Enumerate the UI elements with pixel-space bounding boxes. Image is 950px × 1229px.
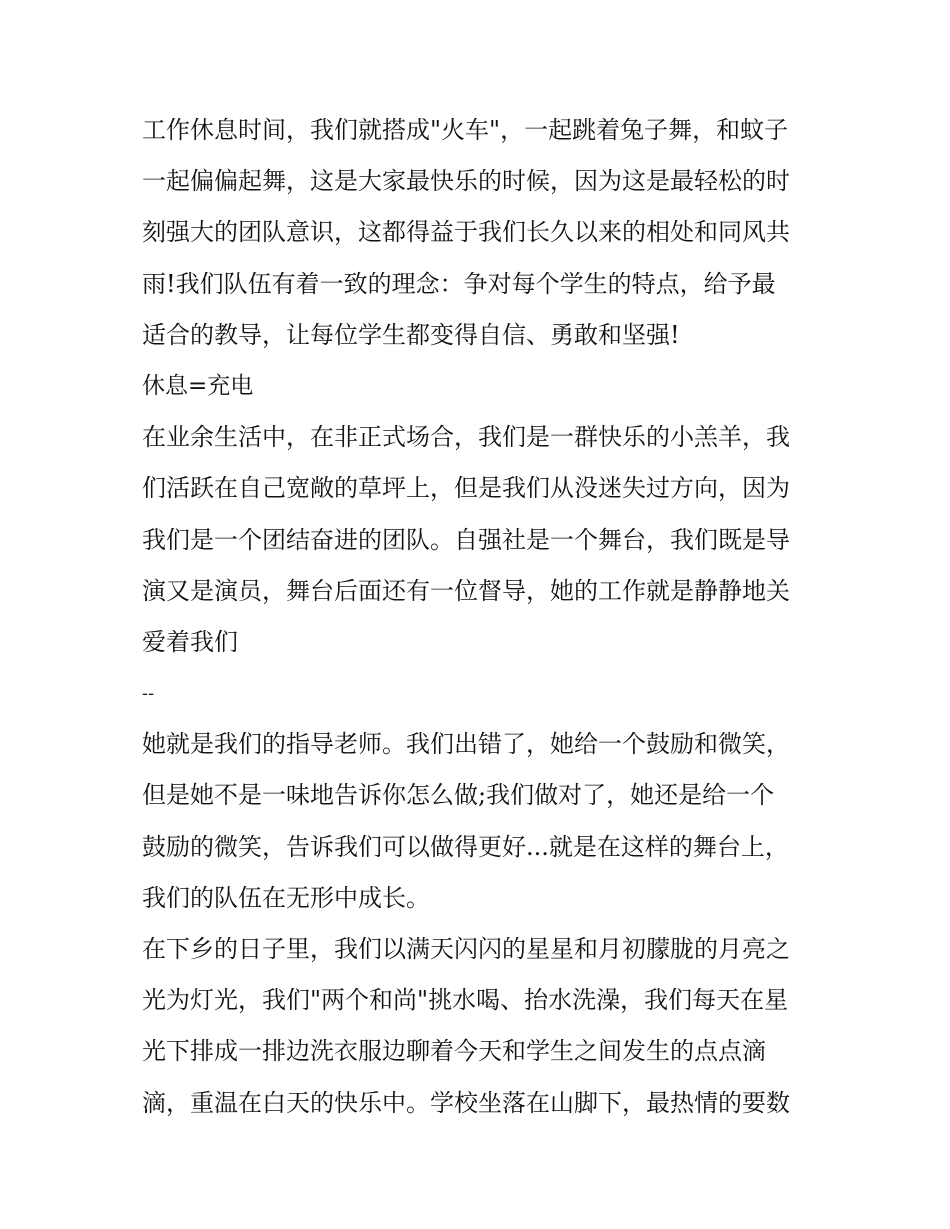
- section-heading: 休息=充电: [142, 372, 254, 399]
- text-line: 工作休息时间，我们就搭成"火车"，一起跳着兔子舞，和蚊子: [142, 116, 789, 144]
- text-line: 滴，重温在白天的快乐中。学校坐落在山脚下，最热情的要数: [142, 1088, 790, 1117]
- text-line: 我们是一个团结奋进的团队。自强社是一个舞台，我们既是导: [142, 525, 790, 554]
- text-line: 但是她不是一味地告诉你怎么做;我们做对了，她还是给一个: [142, 781, 775, 810]
- text-line: 爱着我们: [142, 627, 238, 656]
- text-line: 演又是演员，舞台后面还有一位督导，她的工作就是静静地关: [142, 576, 790, 605]
- text-line: 她就是我们的指导老师。我们出错了，她给一个鼓励和微笑，: [142, 730, 790, 759]
- separator-text: --: [142, 683, 155, 705]
- text-line: 光为灯光，我们"两个和尚"挑水喝、抬水洗澡，我们每天在星: [142, 986, 789, 1015]
- text-line: 一起偏偏起舞，这是大家最快乐的时候，因为这是最轻松的时: [142, 167, 790, 196]
- text-line: 适合的教导，让每位学生都变得自信、勇敢和坚强!: [142, 320, 680, 349]
- text-line: 刻强大的团队意识，这都得益于我们长久以来的相处和同风共: [142, 218, 790, 247]
- text-line: 在下乡的日子里，我们以满天闪闪的星星和月初朦胧的月亮之: [142, 935, 790, 963]
- text-line: 们活跃在自己宽敞的草坪上，但是我们从没迷失过方向，因为: [142, 474, 790, 503]
- text-line: 雨!我们队伍有着一致的理念：争对每个学生的特点，给予最: [142, 269, 776, 298]
- text-line: 鼓励的微笑，告诉我们可以做得更好...就是在这样的舞台上，: [142, 832, 789, 861]
- text-line: 我们的队伍在无形中成长。: [142, 883, 430, 912]
- text-line: 光下排成一排边洗衣服边聊着今天和学生之间发生的点点滴: [142, 1037, 766, 1066]
- text-line: 在业余生活中，在非正式场合，我们是一群快乐的小羔羊，我: [142, 423, 790, 452]
- document-body: [142, 105, 822, 1129]
